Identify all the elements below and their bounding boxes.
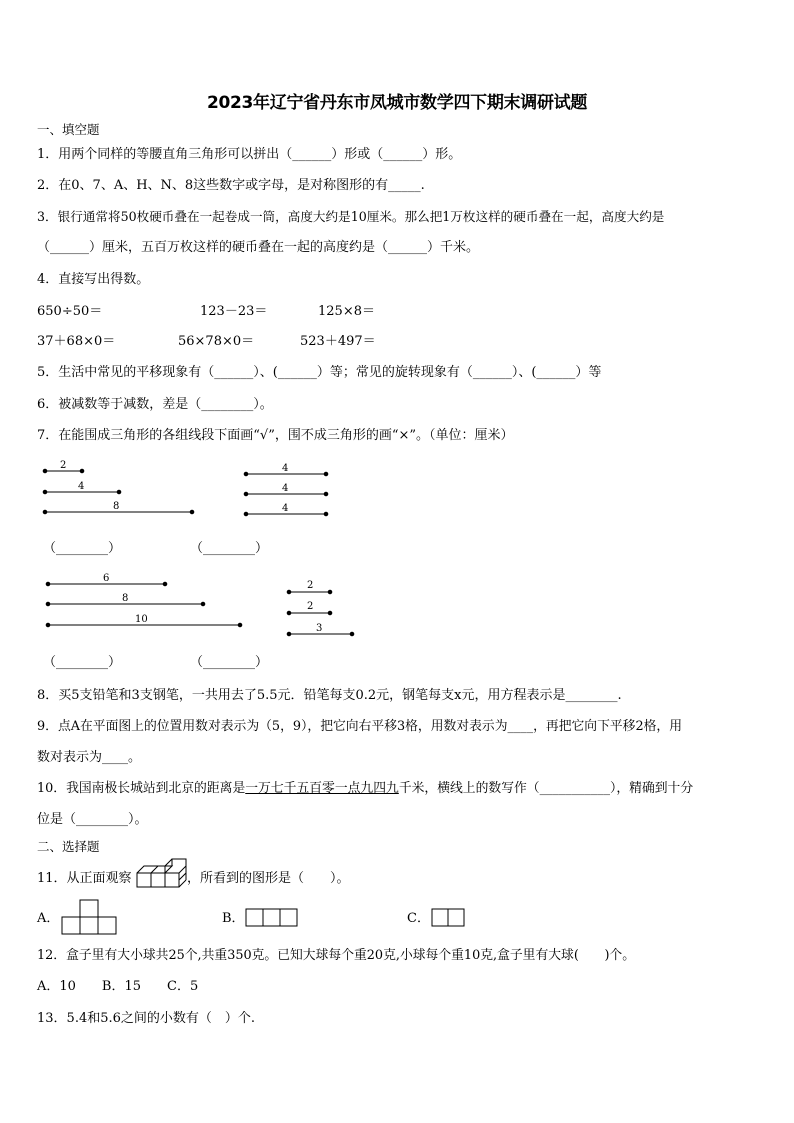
question-10-line-1 — [37, 781, 693, 797]
question-3-line-1: 3．银行通常将50枚硬币叠在一起卷成一筒，高度大约是10厘米。那么把1万枚这样的硬币叠在一起，高度大约是 — [37, 209, 665, 224]
segment-label: 10 — [135, 614, 148, 625]
calc-item: 56×78×0＝ — [178, 334, 255, 349]
underlined-number-text: 一万七千五百零一点九四九 — [245, 781, 399, 796]
segment-label: 3 — [316, 623, 323, 634]
segment-label: 4 — [282, 463, 289, 474]
segment-label: 2 — [307, 601, 314, 612]
segment-label: 4 — [282, 503, 289, 514]
question-3-line-2: （______）厘米，五百万枚这样的硬币叠在一起的高度约是（______）千米。 — [37, 240, 480, 255]
question-9-line-1: 9．点A在平面图上的位置用数对表示为（5，9），把它向右平移3格，用数对表示为____，再把它向下平移2格，用 — [37, 719, 683, 734]
segment-label: 2 — [307, 580, 314, 591]
question-13: 13．5.4和5.6之间的小数有（ ）个. — [37, 1011, 256, 1026]
segment-label: 4 — [78, 481, 85, 492]
question-7: 7．在能围成三角形的各组线段下面画“√”，围不成三角形的画“×”。（单位：厘米） — [37, 428, 514, 443]
question-11-suffix: ，所看到的图形是（ ）。 — [187, 871, 350, 886]
question-8: 8．买5支铅笔和3支钢笔，一共用去了5.5元．铅笔每支0.2元，钢笔每支x元，用方程表示是________. — [37, 688, 622, 703]
question-12: 12．盒子里有大小球共25个,共重350克。已知大球每个重20克,小球每个重10克,盒子里有大球( )个。 — [37, 948, 636, 963]
answer-blank[interactable]: （________） — [190, 541, 269, 556]
section-heading-fill-blank: 一、填空题 — [37, 122, 100, 137]
calc-item: 125×8＝ — [318, 304, 375, 319]
calc-item: 37＋68×0＝ — [37, 334, 116, 349]
answer-blank[interactable]: （________） — [43, 655, 122, 670]
option-b-label[interactable]: B． — [222, 911, 245, 926]
calc-item: 523＋497＝ — [300, 334, 376, 349]
page-title: 2023年辽宁省丹东市凤城市数学四下期末调研试题 — [206, 93, 588, 113]
option-c-figure — [432, 909, 464, 926]
question-12-options[interactable]: A．10 B．15 C．5 — [37, 979, 199, 994]
segment-label: 6 — [103, 573, 110, 584]
question-2: 2．在0、7、A、H、N、8这些数字或字母，是对称图形的有_____. — [37, 178, 425, 193]
option-c-label[interactable]: C． — [407, 911, 430, 926]
answer-blank[interactable]: （________） — [190, 655, 269, 670]
question-1: 1．用两个同样的等腰直角三角形可以拼出（______）形或（______）形。 — [37, 147, 462, 162]
question-10-line-2: 位是（________）。 — [37, 812, 148, 827]
segment-label: 8 — [113, 501, 120, 512]
question-10-prefix: 10．我国南极长城站到北京的距离是 — [37, 781, 246, 796]
question-6: 6．被减数等于减数，差是（________）。 — [37, 397, 273, 412]
question-4: 4．直接写出得数。 — [37, 272, 150, 287]
option-a-figure — [62, 900, 116, 934]
question-9-line-2: 数对表示为____。 — [37, 750, 142, 765]
segment-label: 8 — [122, 593, 129, 604]
calc-item: 650÷50＝ — [37, 304, 103, 319]
calc-item: 123－23＝ — [200, 304, 268, 319]
question-5: 5．生活中常见的平移现象有（______）、(______）等；常见的旋转现象有（______）、(______）等 — [37, 365, 602, 380]
option-a-label[interactable]: A． — [37, 911, 60, 926]
section-heading-multiple-choice: 二、选择题 — [37, 839, 100, 854]
segment-label: 4 — [282, 483, 289, 494]
cube-stack-figure — [137, 859, 186, 887]
segment-label: 2 — [60, 460, 67, 471]
option-b-figure — [246, 909, 297, 926]
question-11-prefix: 11．从正面观察 — [37, 871, 132, 886]
answer-blank[interactable]: （________） — [43, 541, 122, 556]
question-10-suffix: 千米，横线上的数写作（___________），精确到十分 — [398, 781, 694, 796]
